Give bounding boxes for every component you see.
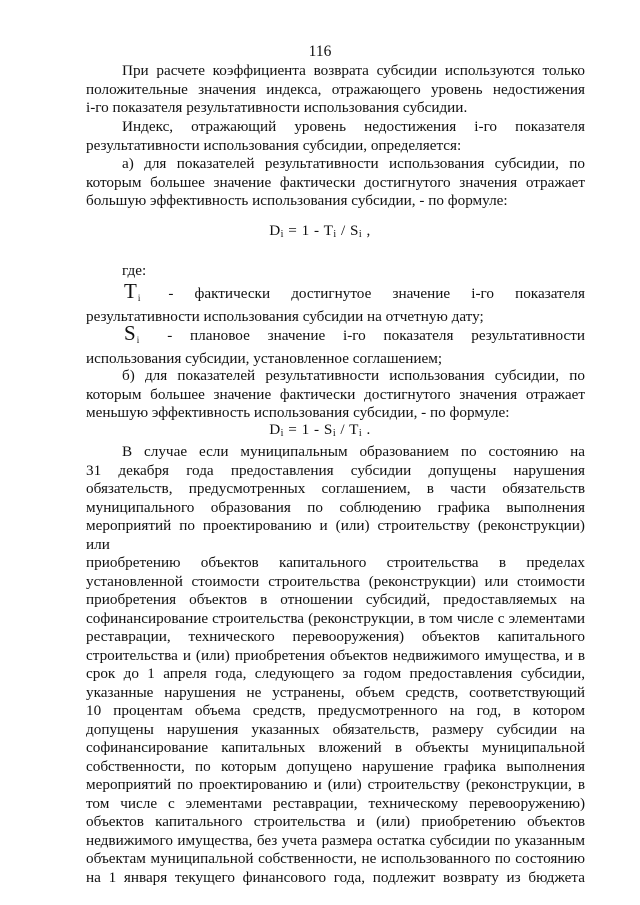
text-line: установленной стоимости строительства (реконструкции) или стоимости bbox=[86, 572, 585, 590]
text-line: положительные значения индекса, отражающего уровень недостижения bbox=[86, 80, 585, 98]
text-line: i-го показателя результативности использования субсидии. bbox=[86, 99, 468, 116]
paragraph-case-a bbox=[86, 155, 585, 211]
text-line: При расчете коэффициента возврата субсидии используются только bbox=[122, 62, 585, 79]
symbol-s: $S_i$ bbox=[124, 321, 140, 345]
text-line: объектам муниципальной собственности, не использованного по состоянию bbox=[86, 850, 585, 867]
text-line: софинансирование строительства (реконструкции, в том числе с элементами bbox=[86, 609, 585, 627]
text-line: на 1 января текущего финансового года, подлежит возврату из бюджета bbox=[86, 868, 585, 886]
text-line: использования субсидии, установленное соглашением; bbox=[86, 349, 443, 367]
text-line: собственности, по которым допущено нарушение графика выполнения bbox=[86, 757, 585, 775]
text-line: результативности использования субсидии на отчетную дату; bbox=[86, 307, 484, 325]
text-line: софинансирование капитальных вложений в объекты муниципальной bbox=[86, 739, 585, 756]
paragraph-coefficient-note bbox=[86, 62, 585, 118]
definition-t bbox=[86, 279, 585, 326]
text-line: меньшую эффективность использования субсидии, - по формуле: bbox=[86, 404, 510, 421]
text-line: большую эффективность использования субсидии, - по формуле: bbox=[86, 192, 508, 209]
text-line: результативности использования субсидии, определяется: bbox=[86, 136, 462, 154]
text-line: 31 декабря года предоставления субсидии допущены нарушения bbox=[86, 461, 585, 479]
definition-s bbox=[86, 321, 585, 368]
formula-case-a: $D_i = 1 - T_i / S_i$ , bbox=[269, 222, 371, 240]
text-line: которым большее значение фактически достигнутого значения отражает bbox=[86, 173, 585, 191]
text-line: том числе с элементами реставрации, техническому перевооружению) bbox=[86, 794, 585, 812]
text-line: мероприятий по проектированию и (или) строительству (реконструкции) или bbox=[86, 517, 585, 553]
text-line: а) для показателей результативности использования субсидии, по bbox=[122, 155, 585, 172]
text-line: указанные нарушения не устранены, объем средств, соответствующий bbox=[86, 683, 585, 701]
definition-s-first-line: $S_i$ - плановое значение i-го показателя результативности bbox=[86, 324, 585, 350]
text-line: мероприятий по проектированию и (или) строительству (реконструкции, в bbox=[86, 776, 585, 793]
text-line: объектов капитального строительства и (или) приобретению объектов bbox=[86, 813, 585, 830]
paragraph-index-definition bbox=[86, 118, 585, 155]
text-line: В случае если муниципальным образованием по состоянию на bbox=[122, 443, 585, 460]
text-line: реставрации, технического перевооружения) объектов капитального bbox=[86, 628, 585, 645]
where-label-container bbox=[86, 262, 585, 281]
text-line: муниципального образования по соблюдению графика выполнения bbox=[86, 498, 585, 516]
text-line: которым большее значение фактически достигнутого значения отражает bbox=[86, 385, 585, 403]
text-line: б) для показателей результативности использования субсидии, по bbox=[122, 367, 585, 384]
text-line: допущены нарушения указанных обязательств, размеру субсидии на bbox=[86, 720, 585, 738]
symbol-t: $T_i$ bbox=[124, 279, 141, 303]
definition-t-first-line: $T_i$ - фактически достигнутое значение i-го показателя bbox=[86, 282, 585, 308]
text-line: обязательств, предусмотренных соглашением, в части обязательств bbox=[86, 480, 585, 497]
paragraph-violation-return bbox=[86, 443, 585, 887]
formula-case-b: $D_i = 1 - S_i / T_i$ . bbox=[269, 421, 371, 439]
text-line: приобретения объектов в отношении субсидий, предоставляемых на bbox=[86, 591, 585, 608]
paragraph-case-b bbox=[86, 367, 585, 423]
text-line: недвижимого имущества, без учета размера остатка субсидии по указанным bbox=[86, 831, 585, 849]
where-label: где: bbox=[122, 262, 147, 279]
page-number: 116 bbox=[308, 43, 332, 60]
text-line: приобретению объектов капитального строительства в пределах bbox=[86, 554, 585, 571]
text-line: Индекс, отражающий уровень недостижения i-го показателя bbox=[122, 118, 585, 135]
text-line: 10 процентам объема средств, предусмотренного на год, в котором bbox=[86, 702, 585, 719]
text-line: строительства и (или) приобретения объектов недвижимого имущества, и в bbox=[86, 646, 585, 664]
text-line: срок до 1 апреля года, следующего за годом предоставления субсидии, bbox=[86, 665, 585, 682]
